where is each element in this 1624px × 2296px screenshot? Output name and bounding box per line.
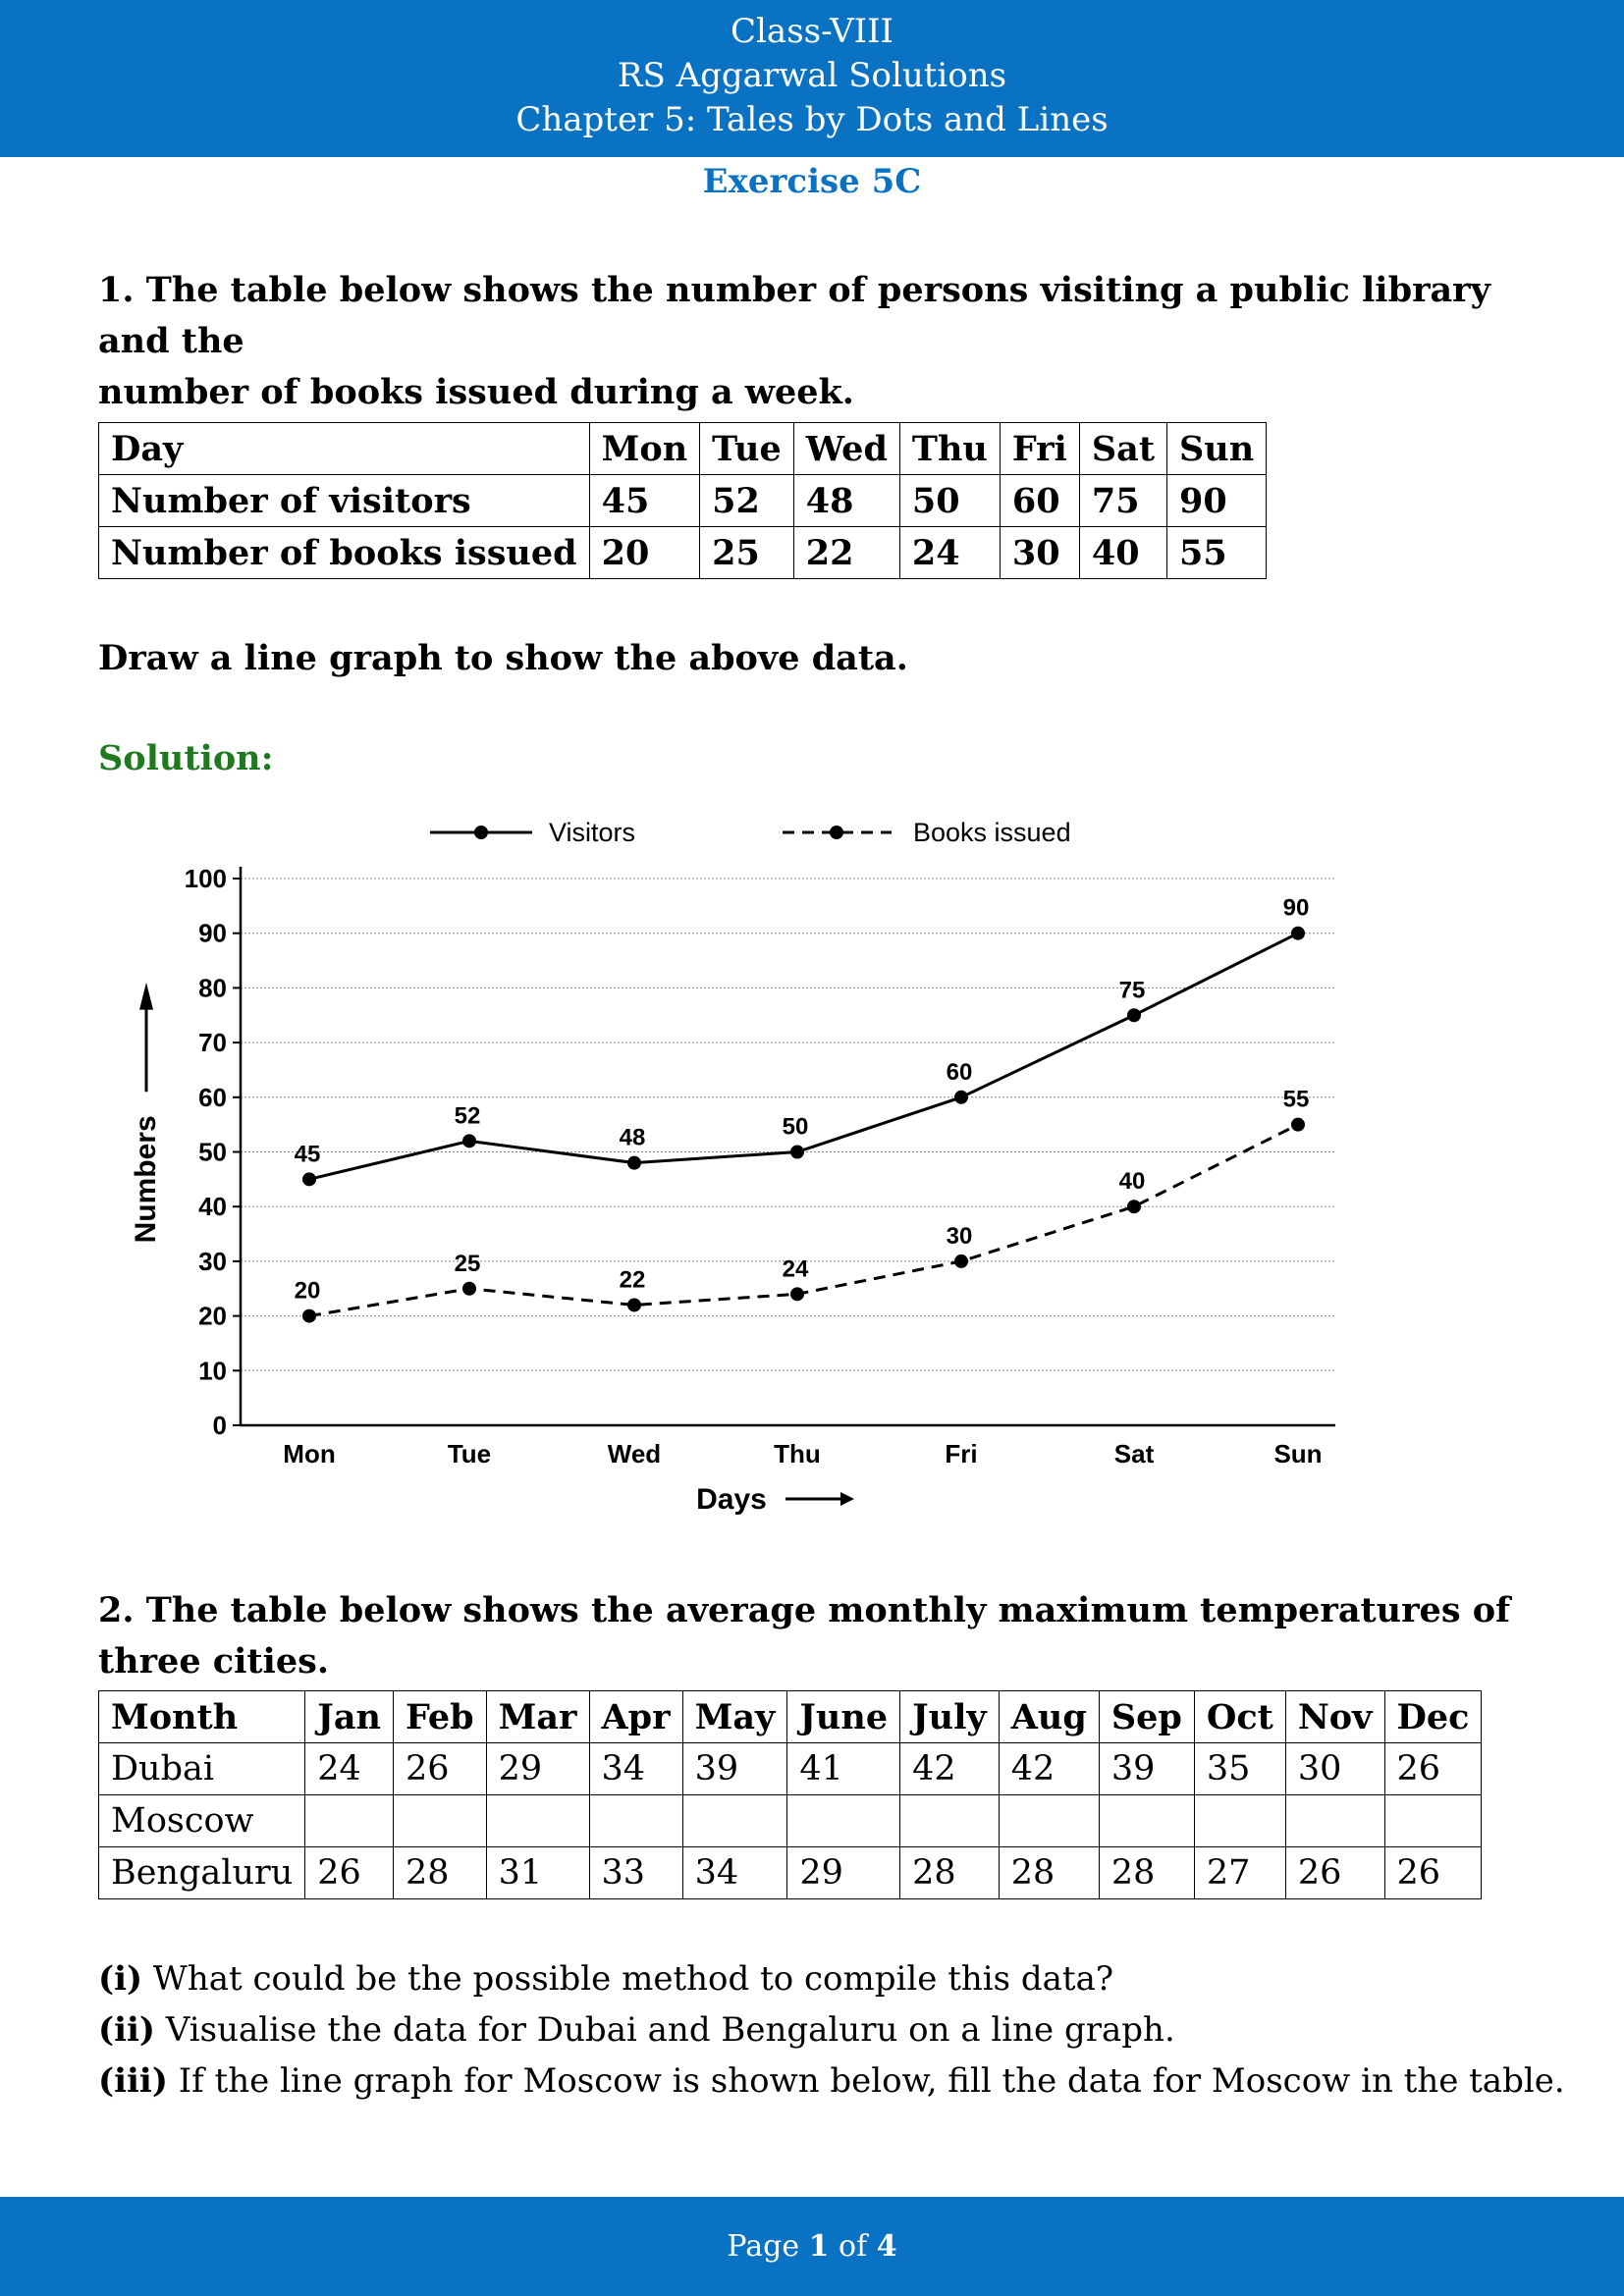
table-cell: June [787, 1691, 900, 1743]
table-cell: Number of visitors [99, 475, 590, 527]
x-tick-label: Wed [607, 1439, 662, 1468]
table-cell: Aug [999, 1691, 1099, 1743]
table-cell: 45 [589, 475, 700, 527]
table-cell: May [682, 1691, 787, 1743]
data-label: 22 [619, 1266, 646, 1294]
table-cell: 24 [305, 1743, 394, 1795]
data-point [302, 1309, 316, 1323]
table-cell: 26 [1384, 1743, 1482, 1795]
data-point [790, 1146, 804, 1159]
data-label: 55 [1282, 1086, 1310, 1113]
data-label: 50 [782, 1113, 809, 1141]
data-point [462, 1134, 476, 1148]
table-cell: 34 [682, 1847, 787, 1899]
table-cell: 29 [486, 1743, 589, 1795]
data-label: 20 [294, 1277, 321, 1305]
x-tick-label: Sun [1273, 1439, 1323, 1468]
x-axis-arrowhead [840, 1492, 854, 1506]
table-cell: Thu [899, 423, 1000, 475]
question-1-line-2: number of books issued during a week. [98, 372, 854, 412]
subquestion-ii [98, 2004, 1175, 2056]
table-cell: 42 [999, 1743, 1099, 1795]
data-point [627, 1156, 641, 1170]
data-label: 48 [619, 1124, 646, 1151]
table-cell: Moscow [99, 1795, 305, 1847]
x-tick-label: Sat [1113, 1439, 1155, 1468]
table-cell [787, 1795, 900, 1847]
table-cell: July [900, 1691, 1000, 1743]
table-row [99, 423, 1267, 475]
table-cell: 26 [1285, 1847, 1384, 1899]
table-cell: Sat [1079, 423, 1166, 475]
table-cell [1099, 1795, 1194, 1847]
data-point [462, 1282, 476, 1296]
question-1-instruction: Draw a line graph to show the above data. [98, 638, 908, 678]
table-cell: 30 [1000, 527, 1079, 579]
legend-marker-books-issued [830, 826, 843, 839]
y-tick-label: 20 [198, 1301, 227, 1331]
table-cell [900, 1795, 1000, 1847]
data-point [1127, 1200, 1141, 1213]
question-1-line-1: 1. The table below shows the number of persons visiting a public library and the [98, 270, 1490, 361]
table-cell [393, 1795, 486, 1847]
table-cell: 22 [793, 527, 899, 579]
table-cell [1384, 1795, 1482, 1847]
table-cell: 24 [899, 527, 1000, 579]
table-cell: 90 [1166, 475, 1266, 527]
table-cell: 39 [682, 1743, 787, 1795]
table-cell [1194, 1795, 1285, 1847]
y-tick-label: 40 [198, 1192, 227, 1222]
x-tick-label: Thu [774, 1439, 821, 1468]
data-label: 75 [1118, 977, 1146, 1004]
table-cell: Wed [793, 423, 899, 475]
table-cell: 31 [486, 1847, 589, 1899]
table-cell: Nov [1285, 1691, 1384, 1743]
table-cell: Apr [589, 1691, 682, 1743]
table-cell [1285, 1795, 1384, 1847]
table-row [99, 1691, 1482, 1743]
question-2: 2. The table below shows the average monthly maximum temperatures of three cities. [98, 1590, 1511, 1682]
data-point [1127, 1008, 1141, 1022]
data-label: 40 [1118, 1168, 1146, 1196]
table-cell: Number of books issued [99, 527, 590, 579]
data-label: 60 [946, 1058, 973, 1086]
table-cell [682, 1795, 787, 1847]
table-cell: Mon [589, 423, 700, 475]
table-cell: 28 [393, 1847, 486, 1899]
series-line-visitors [309, 934, 1298, 1180]
page-header [0, 0, 1624, 157]
footer-page-total: 4 [876, 2229, 897, 2264]
y-tick-label: 80 [198, 973, 227, 1003]
table-cell: 20 [589, 527, 700, 579]
subquestion-text: What could be the possible method to compile this data? [152, 1959, 1114, 1999]
temperature-table [98, 1690, 1482, 1899]
table-cell: Sep [1099, 1691, 1194, 1743]
data-point [1291, 1118, 1305, 1132]
table-cell: 52 [700, 475, 794, 527]
header-class: Class-VIII [731, 12, 893, 51]
table-cell: 28 [900, 1847, 1000, 1899]
subquestion-text: If the line graph for Moscow is shown below, fill the data for Moscow in the table. [178, 2061, 1565, 2101]
table-cell: 42 [900, 1743, 1000, 1795]
table-cell: 48 [793, 475, 899, 527]
footer-prefix: Page [727, 2229, 809, 2264]
table-cell: 34 [589, 1743, 682, 1795]
page-footer [0, 2197, 1624, 2296]
data-point [954, 1255, 968, 1268]
footer-of: of [829, 2229, 877, 2264]
table-cell [999, 1795, 1099, 1847]
table-cell: Sun [1166, 423, 1266, 475]
library-table [98, 422, 1267, 579]
header-book: RS Aggarwal Solutions [617, 56, 1007, 95]
subquestion-number: (i) [98, 1959, 143, 1999]
x-tick-label: Tue [447, 1439, 492, 1468]
x-tick-label: Mon [283, 1439, 336, 1468]
table-cell [486, 1795, 589, 1847]
table-cell: 26 [305, 1847, 394, 1899]
y-tick-label: 70 [198, 1028, 227, 1058]
table-cell: Dec [1384, 1691, 1482, 1743]
table-row [99, 527, 1267, 579]
table-cell: 27 [1194, 1847, 1285, 1899]
subquestion-i [98, 1953, 1113, 2004]
table-cell: Tue [700, 423, 794, 475]
table-cell: 40 [1079, 527, 1166, 579]
table-cell: 29 [787, 1847, 900, 1899]
y-axis-label: Numbers [130, 1115, 162, 1244]
table-cell [589, 1795, 682, 1847]
data-point [627, 1298, 641, 1311]
table-cell: 26 [1384, 1847, 1482, 1899]
table-cell: Day [99, 423, 590, 475]
data-label: 90 [1282, 894, 1310, 922]
table-cell: Bengaluru [99, 1847, 305, 1899]
line-chart [98, 785, 1384, 1531]
table-cell: Feb [393, 1691, 486, 1743]
table-cell: 39 [1099, 1743, 1194, 1795]
table-cell: 25 [700, 527, 794, 579]
subquestion-iii [98, 2056, 1565, 2107]
table-cell: 28 [999, 1847, 1099, 1899]
y-tick-label: 100 [184, 864, 227, 893]
table-cell: Month [99, 1691, 305, 1743]
x-tick-label: Fri [945, 1439, 978, 1468]
data-point [1291, 927, 1305, 940]
y-tick-label: 50 [198, 1137, 227, 1167]
subquestion-number: (iii) [98, 2061, 168, 2101]
y-axis-arrowhead [139, 983, 153, 1010]
table-cell [305, 1795, 394, 1847]
data-point [302, 1172, 316, 1186]
exercise-title: Exercise 5C [702, 162, 922, 201]
table-row [99, 1743, 1482, 1795]
data-label: 24 [782, 1255, 809, 1283]
solution-label: Solution: [98, 738, 274, 778]
table-cell: Mar [486, 1691, 589, 1743]
table-cell: 33 [589, 1847, 682, 1899]
y-tick-label: 30 [198, 1246, 227, 1276]
data-label: 52 [454, 1102, 481, 1130]
data-label: 45 [294, 1141, 321, 1168]
table-cell: 26 [393, 1743, 486, 1795]
legend-marker-visitors [474, 826, 488, 839]
table-row [99, 1795, 1482, 1847]
x-axis-label: Days [696, 1483, 767, 1516]
table-cell: Jan [305, 1691, 394, 1743]
footer-page-number: 1 [808, 2229, 830, 2264]
y-tick-label: 90 [198, 918, 227, 948]
table-cell: 60 [1000, 475, 1079, 527]
subquestion-number: (ii) [98, 2010, 156, 2050]
data-point [790, 1287, 804, 1301]
data-label: 30 [946, 1222, 973, 1250]
y-tick-label: 0 [212, 1411, 227, 1440]
table-cell: 35 [1194, 1743, 1285, 1795]
table-cell: Fri [1000, 423, 1079, 475]
legend-label-books-issued: Books issued [913, 818, 1071, 847]
y-tick-label: 60 [198, 1082, 227, 1112]
table-cell: 75 [1079, 475, 1166, 527]
table-row [99, 1847, 1482, 1899]
table-cell: Dubai [99, 1743, 305, 1795]
table-cell: 50 [899, 475, 1000, 527]
table-cell: 30 [1285, 1743, 1384, 1795]
table-row [99, 475, 1267, 527]
table-cell: 41 [787, 1743, 900, 1795]
legend-label-visitors: Visitors [549, 818, 636, 847]
data-point [954, 1091, 968, 1104]
subquestion-text: Visualise the data for Dubai and Bengaluru on a line graph. [165, 2010, 1175, 2050]
header-chapter: Chapter 5: Tales by Dots and Lines [515, 100, 1109, 139]
table-cell: 28 [1099, 1847, 1194, 1899]
data-label: 25 [454, 1250, 481, 1277]
y-tick-label: 10 [198, 1356, 227, 1386]
table-cell: 55 [1166, 527, 1266, 579]
table-cell: Oct [1194, 1691, 1285, 1743]
question-1 [98, 265, 1551, 418]
